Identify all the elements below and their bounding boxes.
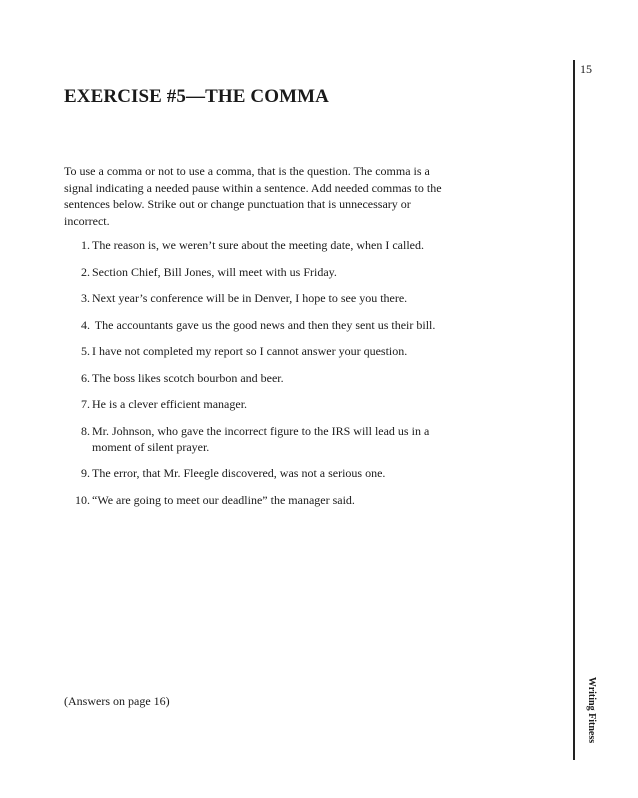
- exercise-text: [90, 290, 524, 306]
- exercise-line: The reason is, we weren’t sure about the meeting date, when I called.: [92, 238, 424, 252]
- exercise-number: 5.: [81, 344, 90, 358]
- exercise-item: [64, 264, 524, 280]
- exercise-text: [90, 317, 524, 333]
- exercise-line: Mr. Johnson, who gave the incorrect figure to the IRS will lead us in a: [92, 423, 430, 438]
- answers-reference: (Answers on page 16): [64, 694, 170, 708]
- intro-line: sentences below. Strike out or change punctuation that is unnecessary or: [64, 197, 411, 211]
- exercise-line: Section Chief, Bill Jones, will meet with us Friday.: [92, 264, 337, 279]
- exercise-line: Next year’s conference will be in Denver, I hope to see you there.: [92, 291, 408, 305]
- intro-line: signal indicating a needed pause within a sentence. Add needed commas to the: [64, 180, 442, 195]
- exercise-line: The boss likes scotch bourbon and beer.: [92, 370, 284, 385]
- exercise-text: [90, 343, 524, 359]
- exercise-title: EXERCISE #5—THE COMMA: [64, 86, 329, 107]
- exercise-text: [90, 492, 524, 508]
- exercise-text: [90, 423, 524, 455]
- exercise-item: [64, 317, 524, 333]
- exercise-number: 9.: [81, 466, 90, 480]
- margin-rule: [573, 60, 575, 760]
- exercise-number: 8.: [81, 423, 90, 438]
- intro-line: To use a comma or not to use a comma, that is the question. The comma is a: [64, 164, 430, 178]
- exercise-text: [90, 465, 524, 481]
- exercise-text: [90, 264, 524, 280]
- running-head: Writing Fitness: [586, 676, 597, 744]
- exercise-line: “We are going to meet our deadline” the manager said.: [92, 492, 355, 507]
- exercise-line: The error, that Mr. Fleegle discovered, was not a serious one.: [92, 466, 386, 480]
- exercise-number: 3.: [81, 291, 90, 305]
- exercise-number: 2.: [81, 264, 90, 279]
- exercise-line: The accountants gave us the good news and then they sent us their bill.: [92, 317, 436, 332]
- running-head-container: [584, 670, 598, 750]
- exercise-item: [64, 396, 524, 412]
- exercise-item: [64, 465, 524, 481]
- exercise-text: [90, 237, 524, 253]
- exercise-number: 4.: [81, 317, 90, 332]
- exercise-text: [90, 370, 524, 386]
- page-number: 15: [580, 62, 592, 76]
- intro-line: incorrect.: [64, 213, 110, 228]
- exercise-item: [64, 370, 524, 386]
- exercise-number: 6.: [81, 370, 90, 385]
- exercise-number: 10.: [75, 492, 90, 507]
- exercise-item: [64, 237, 524, 253]
- intro-paragraph: [64, 163, 504, 229]
- exercise-list: [64, 237, 524, 518]
- exercise-line: I have not completed my report so I cannot answer your question.: [92, 344, 408, 358]
- exercise-item: [64, 423, 524, 455]
- exercise-item: [64, 290, 524, 306]
- exercise-text: [90, 396, 524, 412]
- exercise-number: 1.: [81, 238, 90, 252]
- exercise-number: 7.: [81, 397, 90, 411]
- exercise-line: moment of silent prayer.: [92, 439, 210, 454]
- exercise-item: [64, 343, 524, 359]
- exercise-line: He is a clever efficient manager.: [92, 397, 248, 411]
- exercise-item: [64, 492, 524, 508]
